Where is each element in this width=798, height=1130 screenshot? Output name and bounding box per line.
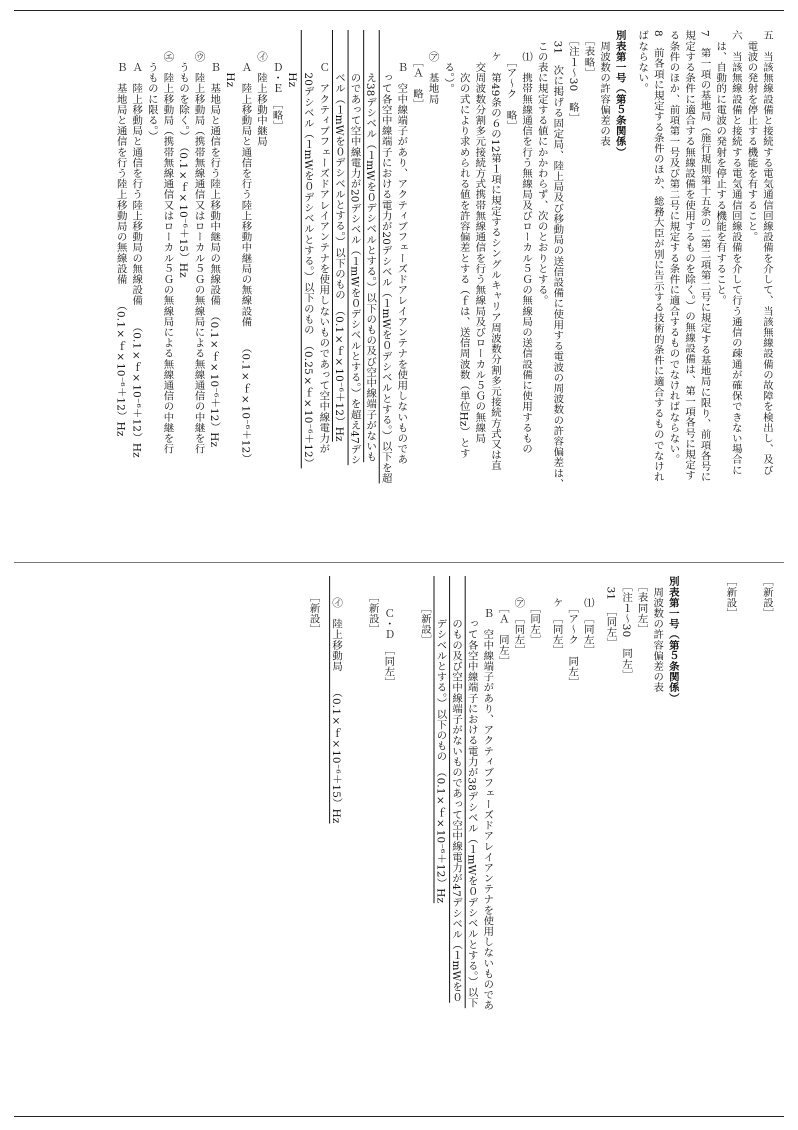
text-line: る。）。 — [442, 30, 455, 94]
text-line: 規定する条件に適合する無線設備を使用するものを除く。）の無線設備は、第一項各号に規定す — [683, 30, 696, 481]
revised-text-block — [112, 30, 774, 550]
text-line: ケ 第49条の６の12第１項に規定するシングルキャリア周波数分割多元接続方式又は直 — [488, 30, 501, 471]
text-line: Ｃ・Ｄ ［同左］ — [382, 576, 395, 688]
text-line: って各空中線端子における電力が20デシベル（１mWを０デシベルとする。）以下を超 — [379, 30, 392, 484]
text-line: Ａ 陸上移動局と通信を行う陸上移動中継局の無線設備 （0.1×ｆ×10⁻⁶＋12） — [239, 30, 252, 465]
text-line: ［注１～30 略］ — [566, 30, 579, 124]
text-line — [357, 576, 364, 1096]
text-line: ⑴ 携帯無線通信を行う無線局及びローカル５Ｇの無線局の送信設備に使用するもの — [520, 30, 533, 454]
text-line: Ａ 陸上移動局と通信を行う陸上移動局の無線設備 （0.1×ｆ×10⁻⁶＋12）Hz — [130, 30, 143, 458]
text-line: Ｃ アクティブフェーズドアレイアンテナを使用しないものであって空中線電力が — [317, 30, 330, 454]
text-line: ［ア～ク 同左］ — [566, 576, 579, 688]
text-line — [694, 576, 701, 1096]
text-line — [395, 576, 402, 1096]
text-line — [744, 576, 751, 1096]
text-line: 六 当該無線設備と接続する電気通信回線設備を介して行う通信の疎通が確保できない場合に — [729, 30, 742, 476]
text-line: 周波数の許容偏差の表 — [598, 30, 611, 147]
text-line: ㋒ 陸上移動局（携帯無線通信又はローカル５Ｇの無線局による無線通信の中継を行 — [192, 30, 205, 454]
text-line — [627, 30, 634, 550]
text-line: ㋑ 陸上移動中継局 — [255, 30, 267, 147]
text-line: うものを除く。） （0.1×ｆ×10⁻⁶＋15）Hz — [177, 30, 190, 278]
text-line — [402, 576, 409, 1096]
text-line: ㋐ 基地局 — [426, 30, 439, 105]
text-line — [715, 576, 722, 1096]
text-line: Hz — [223, 30, 236, 88]
text-line: ㋓ 陸上移動局（携帯無線通信又はローカル５Ｇの無線局による無線通信の中継を行 — [161, 30, 174, 454]
text-line: ばならない。 — [636, 30, 649, 94]
text-line: Ｂ 基地局と通信を行う陸上移動中継局の無線設備 （0.1×ｆ×10⁻⁶＋12）Hz — [208, 30, 221, 448]
text-line: ［新設］ — [307, 576, 320, 635]
text-line — [751, 576, 758, 1096]
text-line: 31 次に掲げる固定局、陸上局及び移動局の送信設備に使用する電波の周波数の許容偏差は、 — [551, 30, 564, 489]
text-line — [350, 576, 357, 1096]
text-line: ［新設］ — [366, 576, 379, 635]
text-line: ベル（１mWを０デシベルとする。）以下のもの （0.1×ｆ×10⁻⁶＋12）Hz — [332, 30, 345, 442]
bottom-rule — [14, 1116, 784, 1117]
text-line: る条件のほか、前項第一号及び第二号に規定する条件に適合するものでなければならない。 — [667, 30, 680, 465]
text-line: ［新設］ — [724, 576, 737, 619]
text-line: ［新設］ — [418, 576, 431, 645]
text-line: 別表第一号（第５条関係） — [613, 30, 626, 158]
text-line: 別表第一号（第５条関係） — [666, 576, 679, 704]
text-line: ㋑ 陸上移動局 （0.1×ｆ×10⁻⁶＋15）Hz — [330, 576, 343, 824]
text-line — [321, 576, 328, 1096]
text-line — [595, 576, 602, 1096]
text-line: ［表同左］ — [635, 576, 648, 635]
text-line: ［新設］ — [761, 576, 773, 619]
text-line: え38デシベル（１mWを０デシベルとする。）以下のもの及び空中線端子がないも — [364, 30, 377, 463]
text-line — [343, 576, 350, 1096]
text-line: 20デシベル（１mWを０デシベルとする。）以下のもの （0.25×ｆ×10⁻⁶＋12） — [301, 30, 314, 469]
text-line: この表に規定する値にかかわらず、次のとおりとする。 — [535, 30, 548, 306]
text-line: は、自動的に電波の発射を停止する機能を有すること。 — [714, 30, 727, 306]
text-line: 次の式により求められる値を許容偏差とする（ｆは、送信周波数（単位Hz）とす — [457, 30, 470, 459]
text-line: ［ア～ク 略］ — [504, 30, 517, 131]
text-line: デシベルとする。）以下のもの （0.1×ｆ×10⁻⁶＋12）Hz — [434, 576, 447, 904]
text-line: 交周波数分割多元接続方式携帯無線通信を行う無線局及びローカル５Ｇの無線局 — [473, 30, 486, 444]
text-line: 8 前各項に規定する条件のほか、総務大臣が別に告示する技術的条件に適合するものでなけれ — [651, 30, 664, 483]
column-divider — [14, 562, 784, 563]
text-line — [680, 576, 687, 1096]
text-line: ㋐ ［同左］ — [512, 576, 525, 656]
text-line: Ｂ 基地局と通信を行う陸上移動局の無線設備 （0.1×ｆ×10⁻⁶＋12）Hz — [114, 30, 127, 437]
text-line: ［同左］ — [528, 576, 541, 645]
text-line: ［Ａ 同左］ — [496, 576, 509, 667]
text-line — [737, 576, 744, 1096]
text-line: のもの及び空中線端子がないものであって空中線電力が47デシベル（１mWを０ — [450, 576, 463, 1003]
text-line: ケ ［同左］ — [550, 576, 563, 656]
text-line: Ｂ 空中線端子があり、アクティブフェーズドアレイアンテナを使用しないものであ — [481, 576, 494, 1011]
text-line — [541, 576, 548, 1096]
text-line: ⑴ ［同左］ — [581, 576, 594, 656]
text-line — [701, 576, 708, 1096]
text-line — [409, 576, 416, 1096]
text-line: 電波の発射を停止する機能を有すること。 — [745, 30, 758, 242]
text-line — [687, 576, 694, 1096]
text-line: のであって空中線電力が20デシベル（１mWを０デシベルとする。）を超え47デシ — [348, 30, 361, 466]
text-line: 31 ［同左］ — [604, 576, 617, 649]
top-rule — [14, 10, 784, 11]
text-line: うものに限る。） — [145, 30, 158, 142]
text-line: って各空中線端子における電力が38デシベル（１mWを０デシベルとする。）以下 — [465, 576, 478, 1009]
text-line: 7 第一項の基地局（施行規則第十五条の二第二項第二号に規定する基地局に限り、前項各号に — [698, 30, 711, 483]
text-line: ［表略］ — [582, 30, 595, 78]
text-line: 五 当該無線設備と接続する電気通信回線設備を介して、当該無線設備の故障を検出し、及び — [761, 30, 773, 476]
text-line — [708, 576, 715, 1096]
text-line: Hz — [286, 30, 299, 88]
current-text-block — [305, 576, 774, 1096]
text-line: Ｂ 空中線端子があり、アクティブフェーズドアレイアンテナを使用しないものであ — [395, 30, 408, 465]
text-line: ［注１～30 同左］ — [620, 576, 633, 680]
text-line: Ｄ・Ｅ ［略］ — [270, 30, 283, 131]
text-line: 周波数の許容偏差の表 — [651, 576, 664, 693]
text-line: ［Ａ 略］ — [410, 30, 423, 110]
